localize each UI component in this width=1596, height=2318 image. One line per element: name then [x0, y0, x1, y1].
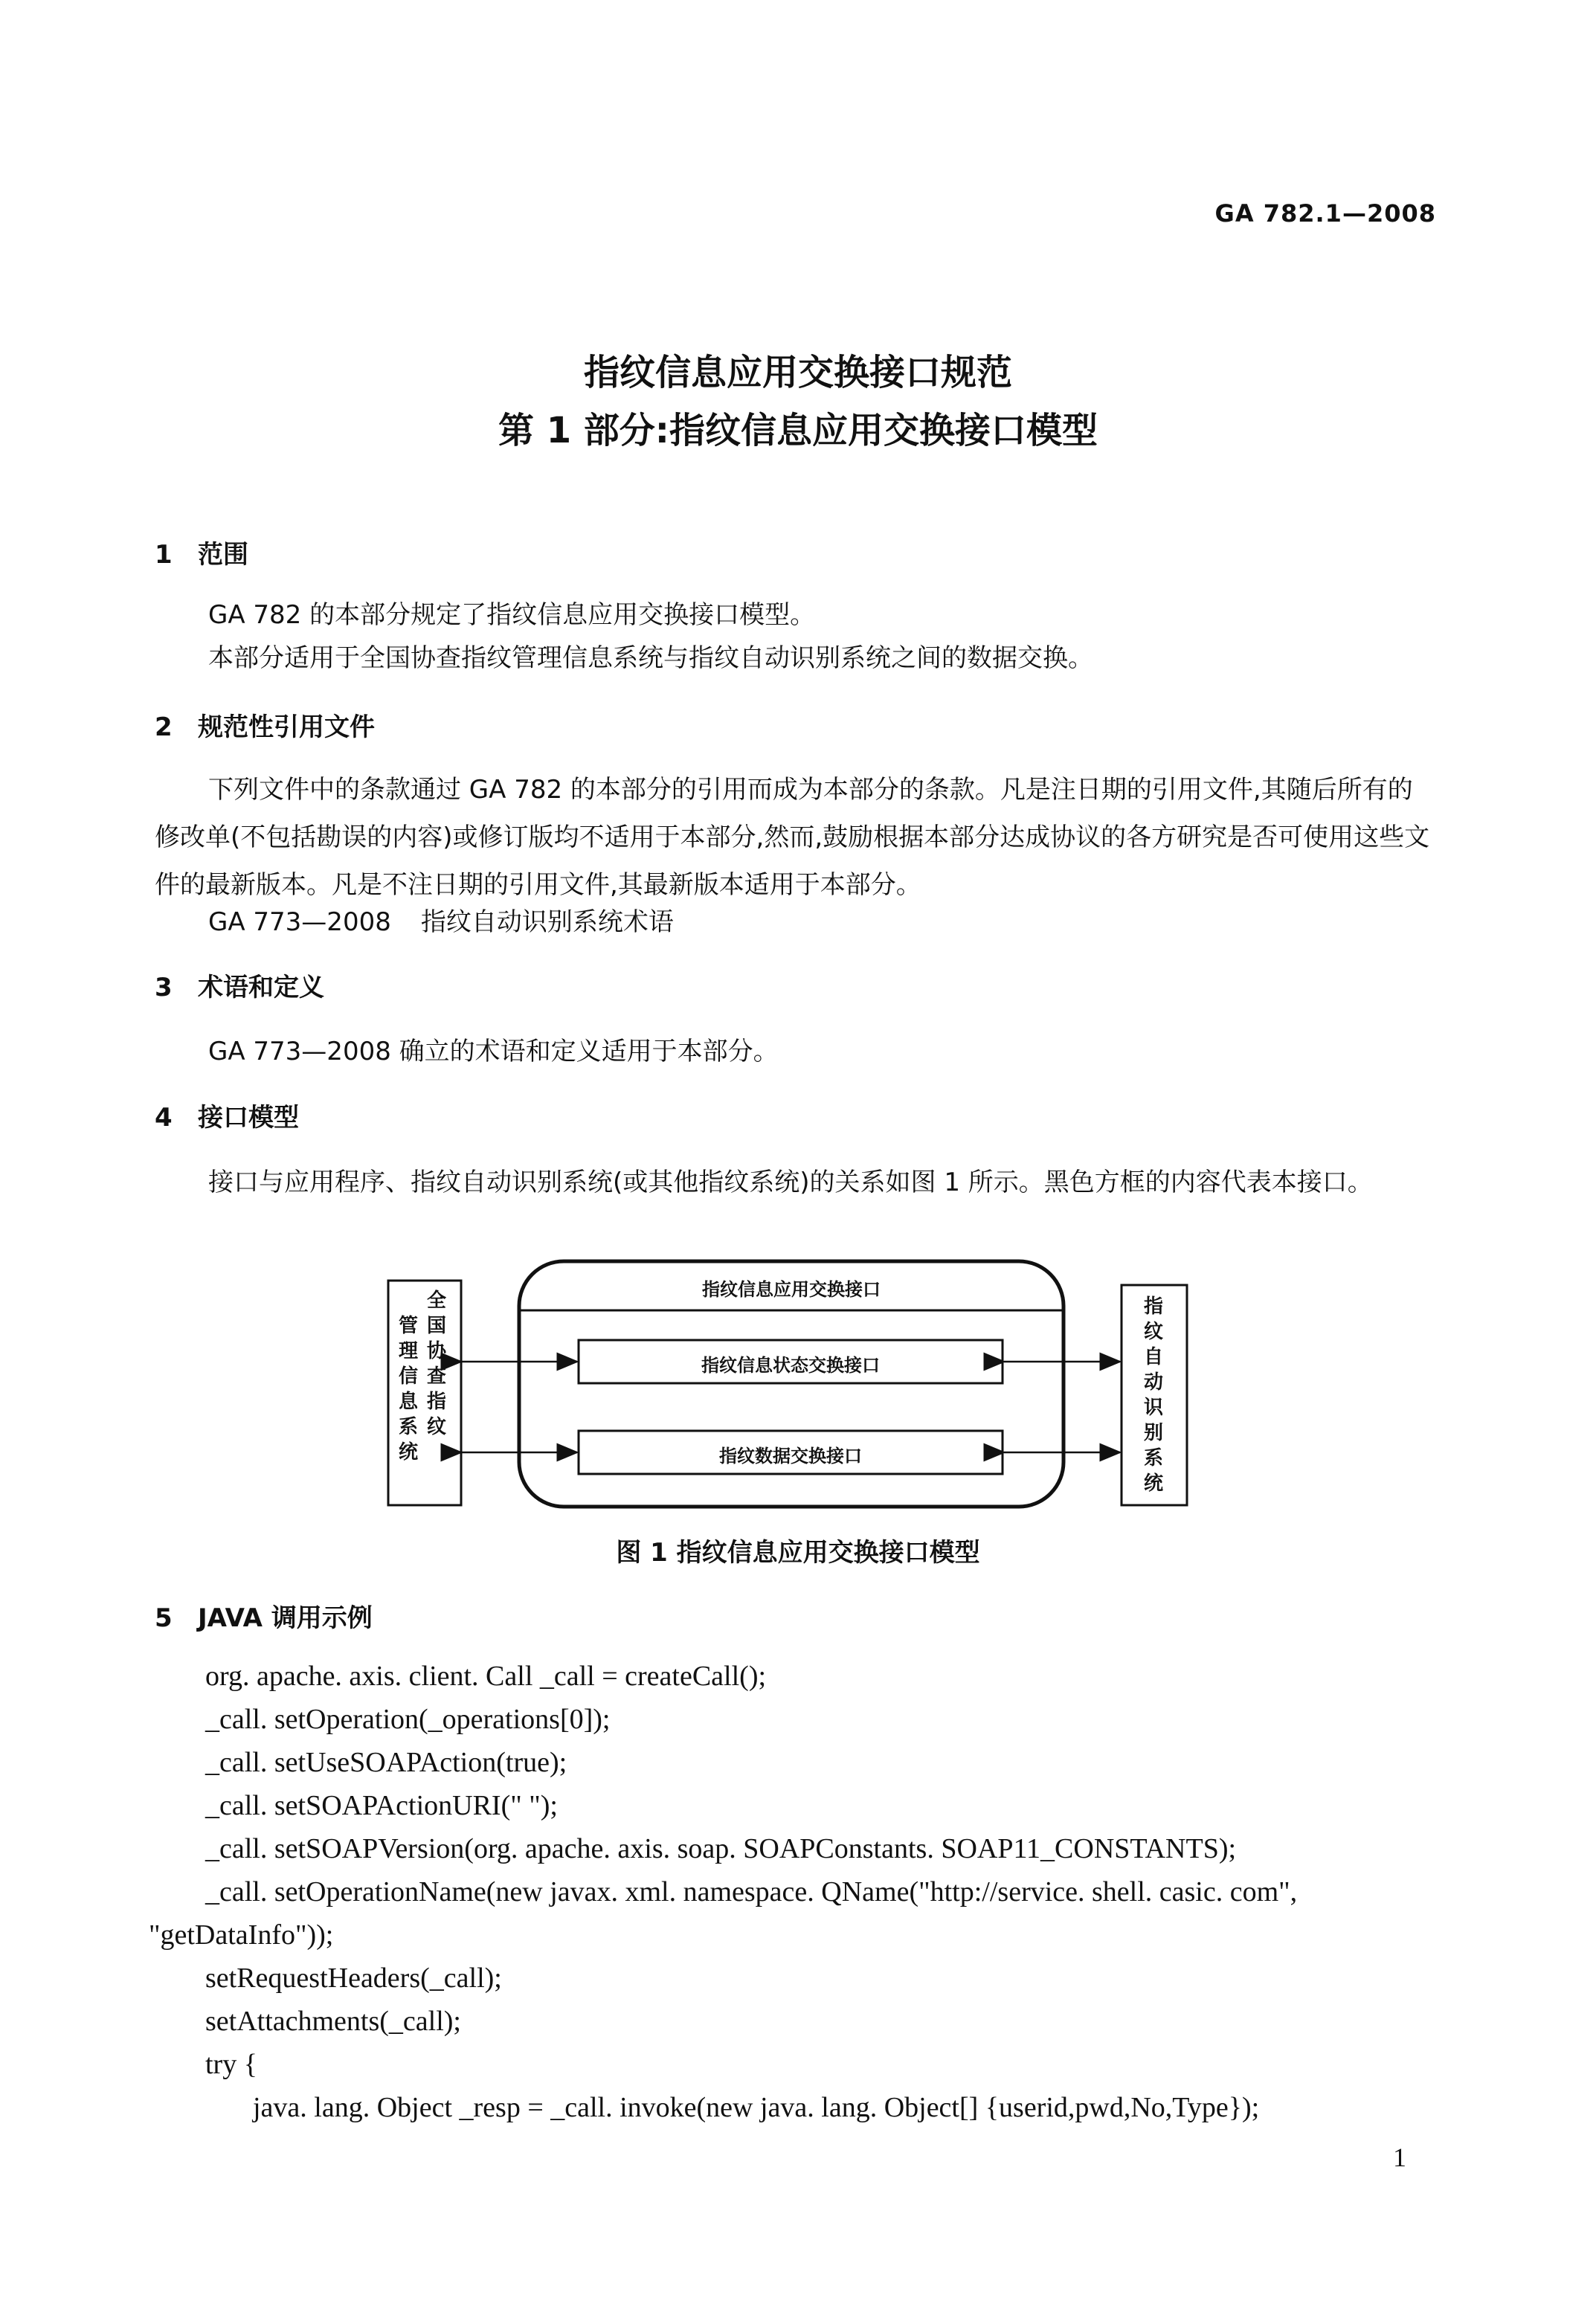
- section-title: 术语和定义: [198, 973, 324, 1002]
- s4-paragraph-1: 接口与应用程序、指纹自动识别系统(或其他指纹系统)的关系如图 1 所示。黑色方框的内容代表本接口。: [208, 1168, 1373, 1197]
- section-number: 5: [155, 1603, 173, 1633]
- code-line: "getDataInfo"));: [149, 1919, 334, 1951]
- page-number: 1: [1393, 2142, 1406, 2172]
- code-line: _call. setUseSOAPAction(true);: [205, 1747, 567, 1778]
- section-number: 3: [155, 973, 173, 1002]
- section-1-heading: [155, 534, 248, 570]
- code-line: setRequestHeaders(_call);: [205, 1963, 502, 1994]
- title-line-2: 第 1 部分:指纹信息应用交换接口模型: [498, 410, 1098, 451]
- standard-code: GA 782.1—2008: [1214, 199, 1436, 228]
- section-title: 范围: [198, 540, 248, 570]
- data-interface-label: 指纹数据交换接口: [719, 1446, 862, 1467]
- interface-title: 指纹信息应用交换接口: [702, 1279, 881, 1300]
- code-line: _call. setSOAPVersion(org. apache. axis. soap. SOAPConstants. SOAP11_CONSTANTS);: [205, 1833, 1237, 1864]
- title-line-1: 指纹信息应用交换接口规范: [583, 352, 1012, 393]
- s2-paragraph-1: 下列文件中的条款通过 GA 782 的本部分的引用而成为本部分的条款。凡是注日期的引用文件,其随后所有的修改单(不包括勘误的内容)或修订版均不适用于本部分,然而,鼓励根据本部分达成协议的各方研究是否可使用这些文件的最新版本。凡是不注日期的引用文件,其最新版本适用于本部分。: [155, 775, 1430, 900]
- section-5-heading: [155, 1597, 373, 1634]
- code-line: java. lang. Object _resp = _call. invoke(new java. lang. Object[] {userid,pwd,No,Type});: [253, 2092, 1260, 2123]
- section-number: 4: [155, 1103, 173, 1133]
- code-line: _call. setSOAPActionURI(" ");: [205, 1790, 558, 1821]
- figure-caption: 图 1 指纹信息应用交换接口模型: [616, 1538, 980, 1568]
- left-system-label-col-1: 管理信息系统: [398, 1315, 418, 1464]
- reference-title: 指纹自动识别系统术语: [420, 907, 674, 937]
- code-line: setAttachments(_call);: [205, 2006, 461, 2037]
- code-line: _call. setOperationName(new javax. xml. namespace. QName("http://service. shell. casic. com",: [205, 1876, 1298, 1907]
- right-system-label: 指纹自动识别系统: [1143, 1295, 1163, 1495]
- section-title: 接口模型: [198, 1103, 299, 1133]
- s3-paragraph-1: GA 773—2008 确立的术语和定义适用于本部分。: [208, 1037, 779, 1066]
- section-2-heading: [155, 706, 375, 743]
- s2-reference: [208, 898, 674, 946]
- code-line: try {: [205, 2049, 257, 2080]
- code-line: _call. setOperation(_operations[0]);: [205, 1704, 611, 1735]
- left-system-label-col-2: 全国协查指纹: [426, 1290, 446, 1438]
- section-title: 规范性引用文件: [198, 712, 375, 742]
- section-4-heading: [155, 1097, 299, 1133]
- figure-1: [387, 1258, 1190, 1511]
- section-3-heading: [155, 967, 324, 1003]
- s1-paragraph-1: GA 782 的本部分规定了指纹信息应用交换接口模型。: [208, 600, 816, 630]
- section-title: JAVA 调用示例: [198, 1603, 373, 1633]
- reference-code: GA 773—2008: [208, 907, 391, 937]
- s1-paragraph-2: 本部分适用于全国协查指纹管理信息系统与指纹自动识别系统之间的数据交换。: [208, 643, 1093, 673]
- code-line: org. apache. axis. client. Call _call = createCall();: [205, 1661, 767, 1692]
- section-number: 1: [155, 540, 173, 570]
- section-number: 2: [155, 712, 173, 742]
- status-interface-label: 指纹信息状态交换接口: [701, 1355, 880, 1376]
